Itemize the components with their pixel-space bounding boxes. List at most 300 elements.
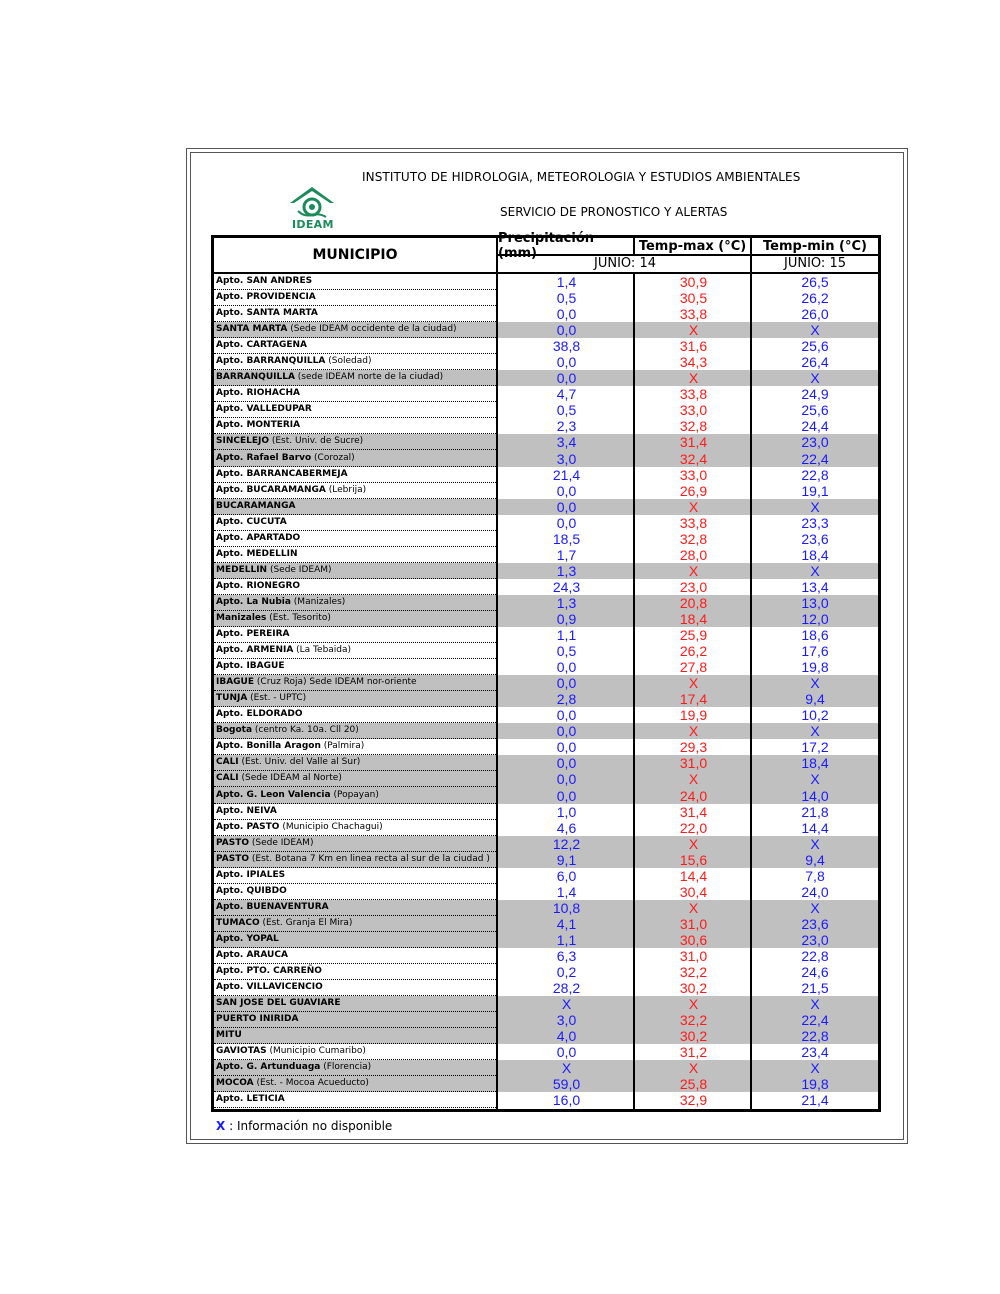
- station-name: [214, 1076, 498, 1092]
- temp-min-value: 18,6: [801, 627, 829, 644]
- temp-max-value: 26,2: [679, 643, 708, 660]
- temp-min-value: 13,0: [801, 594, 829, 611]
- precip-value: 24,3: [552, 578, 581, 595]
- temp-min-value: X: [810, 675, 820, 692]
- temp-max-value: X: [688, 370, 699, 387]
- temp-min-value: X: [810, 562, 820, 579]
- precip-value: 3,0: [556, 1012, 577, 1029]
- table-row: [214, 531, 878, 547]
- station-name-bold: Manizales: [216, 612, 267, 623]
- temp-min-value: X: [810, 1060, 820, 1077]
- station-name-bold: Apto. IBAGUE: [216, 661, 285, 672]
- table-row: [214, 643, 878, 659]
- station-name-bold: Apto. SANTA MARTA: [216, 308, 318, 319]
- station-name: [214, 467, 498, 483]
- table-row: [214, 1028, 878, 1044]
- precip-value: 0,0: [556, 755, 577, 772]
- station-name: [214, 499, 498, 515]
- precip-value: 4,1: [556, 915, 577, 932]
- table-row: [214, 948, 878, 964]
- temp-max-value: X: [688, 899, 699, 916]
- temp-min-value: 26,5: [801, 274, 829, 290]
- station-name-bold: GAVIOTAS: [216, 1046, 267, 1057]
- temp-min-value: X: [810, 835, 820, 852]
- col-precipitacion: Precipitación (mm): [498, 238, 635, 256]
- precip-value: 18,5: [552, 530, 581, 547]
- station-name: [214, 916, 498, 932]
- station-name: [214, 884, 498, 900]
- table-row: [214, 659, 878, 675]
- station-name: [214, 755, 498, 771]
- table-row: [214, 627, 878, 643]
- station-name: [214, 707, 498, 723]
- station-name: [214, 386, 498, 402]
- station-name: [214, 739, 498, 755]
- precip-value: 59,0: [552, 1076, 581, 1093]
- temp-max-value: 33,8: [679, 514, 708, 531]
- temp-min-value: 13,4: [801, 578, 829, 595]
- precip-value: 0,5: [556, 643, 577, 660]
- precip-value: 0,0: [556, 306, 577, 323]
- precip-value: 0,0: [556, 514, 577, 531]
- precip-value: 0,0: [556, 675, 577, 692]
- station-name: [214, 1012, 498, 1028]
- forecast-table: [211, 231, 881, 1112]
- station-name-detail: (Est. Univ. de Sucre): [269, 436, 364, 447]
- legend: [216, 1119, 392, 1133]
- station-name-bold: MITU: [216, 1030, 242, 1041]
- col-divider: [633, 274, 635, 1109]
- temp-min-value: 19,8: [801, 1076, 829, 1093]
- station-name-bold: Apto. BUENAVENTURA: [216, 901, 329, 912]
- station-name-bold: Apto. BARRANQUILLA: [216, 356, 326, 367]
- table-row: [214, 820, 878, 836]
- precip-value: 1,3: [556, 594, 577, 611]
- station-name: [214, 531, 498, 547]
- station-name-detail: (Palmira): [320, 741, 365, 752]
- station-name: [214, 691, 498, 707]
- station-name-detail: (Est. - UPTC): [247, 693, 307, 704]
- station-name-bold: Apto. RIONEGRO: [216, 580, 301, 591]
- table-row: [214, 402, 878, 418]
- temp-max-value: 31,4: [679, 803, 708, 820]
- precip-value: 4,7: [556, 386, 577, 403]
- station-name-detail: (Est. Granja El Mira): [259, 917, 353, 928]
- precip-value: X: [561, 1060, 572, 1077]
- station-name-bold: CALI: [216, 773, 239, 784]
- table-body: [214, 274, 878, 1108]
- temp-min-value: 21,8: [801, 803, 829, 820]
- table-row: [214, 804, 878, 820]
- precip-value: 0,0: [556, 482, 577, 499]
- station-name-detail: (Municipio Chachagui): [279, 821, 383, 832]
- temp-max-value: 30,2: [679, 1028, 708, 1045]
- temp-min-value: 22,4: [801, 450, 829, 467]
- precip-value: 6,0: [556, 867, 577, 884]
- table-row: [214, 274, 878, 290]
- station-name: [214, 1060, 498, 1076]
- table-row: [214, 386, 878, 402]
- temp-max-value: 23,0: [679, 578, 708, 595]
- station-name: [214, 932, 498, 948]
- temp-min-value: 25,6: [801, 402, 829, 419]
- temp-max-value: 31,2: [679, 1044, 708, 1061]
- station-name: [214, 900, 498, 916]
- table-row: [214, 723, 878, 739]
- temp-max-value: 33,8: [679, 386, 708, 403]
- temp-max-value: 31,0: [679, 755, 708, 772]
- station-name-bold: PUERTO INIRIDA: [216, 1014, 299, 1025]
- temp-max-value: X: [688, 562, 699, 579]
- precip-value: 0,0: [556, 659, 577, 676]
- station-name: [214, 723, 498, 739]
- station-name: [214, 370, 498, 386]
- temp-max-value: 32,4: [679, 450, 708, 467]
- temp-min-value: 22,8: [801, 947, 829, 964]
- temp-max-value: 20,8: [679, 594, 708, 611]
- station-name-bold: Apto. RIOHACHA: [216, 388, 300, 399]
- station-name: [214, 836, 498, 852]
- station-name: [214, 1028, 498, 1044]
- precip-value: 1,4: [556, 274, 577, 290]
- precip-value: 0,0: [556, 723, 577, 740]
- temp-max-value: 27,8: [679, 659, 708, 676]
- table-row: [214, 884, 878, 900]
- temp-min-value: 23,3: [801, 514, 829, 531]
- temp-max-value: 32,2: [679, 964, 708, 981]
- precip-value: 1,4: [556, 883, 577, 900]
- temp-max-value: X: [688, 498, 699, 515]
- table-row: [214, 579, 878, 595]
- temp-max-value: 32,8: [679, 530, 708, 547]
- station-name-bold: Apto. VILLAVICENCIO: [216, 982, 323, 993]
- precip-value: 0,5: [556, 290, 577, 307]
- station-name-bold: Apto. QUIBDO: [216, 885, 287, 896]
- temp-min-value: 24,6: [801, 964, 829, 981]
- table-row: [214, 322, 878, 338]
- table-row: [214, 755, 878, 771]
- temp-min-value: 26,2: [801, 290, 829, 307]
- precip-value: 4,0: [556, 1028, 577, 1045]
- precip-value: 1,3: [556, 562, 577, 579]
- station-name-bold: Apto. APARTADO: [216, 532, 301, 543]
- temp-min-value: 7,8: [805, 867, 825, 884]
- temp-min-value: X: [810, 996, 820, 1013]
- col-temp-min: Temp-min (°C): [752, 238, 878, 256]
- temp-max-value: 30,2: [679, 980, 708, 997]
- station-name: [214, 274, 498, 290]
- temp-max-value: 25,8: [679, 1076, 708, 1093]
- temp-min-value: 21,4: [801, 1092, 829, 1109]
- temp-max-value: 26,9: [679, 482, 708, 499]
- station-name: [214, 996, 498, 1012]
- temp-min-value: 21,5: [801, 980, 829, 997]
- station-name-detail: (Sede IDEAM al Norte): [238, 773, 342, 784]
- station-name: [214, 868, 498, 884]
- temp-max-value: 14,4: [679, 867, 708, 884]
- temp-min-value: 23,6: [801, 915, 829, 932]
- station-name: [214, 483, 498, 499]
- temp-max-value: X: [688, 675, 699, 692]
- station-name-bold: PASTO: [216, 837, 250, 848]
- logo-text: IDEAM: [292, 218, 334, 231]
- station-name-detail: (Cruz Roja) Sede IDEAM nor-oriente: [254, 677, 417, 688]
- table-row: [214, 290, 878, 306]
- station-name: [214, 515, 498, 531]
- table-row: [214, 354, 878, 370]
- precip-value: 6,3: [556, 947, 577, 964]
- col-divider: [750, 274, 752, 1109]
- temp-max-value: X: [688, 996, 699, 1013]
- station-name-detail: (centro Ka. 10a. Cll 20): [252, 725, 359, 736]
- temp-min-value: 23,6: [801, 530, 829, 547]
- station-name-bold: Apto. BUCARAMANGA: [216, 484, 326, 495]
- table-row: [214, 611, 878, 627]
- temp-max-value: 30,4: [679, 883, 708, 900]
- station-name-detail: (Municipio Cumaribo): [266, 1046, 366, 1057]
- precip-value: 10,8: [552, 899, 581, 916]
- precip-value: 0,0: [556, 771, 577, 788]
- table-row: [214, 788, 878, 804]
- precip-value: 0,0: [556, 370, 577, 387]
- institute-title: INSTITUTO DE HIDROLOGIA, METEOROLOGIA Y ESTUDIOS AMBIENTALES: [362, 170, 801, 184]
- temp-min-value: 23,4: [801, 1044, 829, 1061]
- temp-min-value: X: [810, 899, 820, 916]
- temp-max-value: 33,0: [679, 466, 708, 483]
- table-row: [214, 467, 878, 483]
- station-name-bold: Apto. ARAUCA: [216, 949, 288, 960]
- table-row: [214, 900, 878, 916]
- temp-max-value: X: [688, 322, 699, 339]
- table-header: [214, 231, 878, 274]
- precip-value: 0,0: [556, 787, 577, 804]
- table-row: [214, 451, 878, 467]
- table-row: [214, 771, 878, 787]
- station-name-bold: Apto. SAN ANDRES: [216, 276, 313, 286]
- temp-min-value: 18,4: [801, 755, 829, 772]
- temp-min-value: 18,4: [801, 546, 829, 563]
- temp-min-value: 17,6: [801, 643, 829, 660]
- precip-value: 0,0: [556, 1044, 577, 1061]
- station-name: [214, 659, 498, 675]
- temp-min-value: 24,9: [801, 386, 829, 403]
- temp-max-value: 31,0: [679, 947, 708, 964]
- station-name-detail: (Est. Botana 7 Km en linea recta al sur de la ciudad ): [249, 853, 490, 864]
- table-row: [214, 499, 878, 515]
- temp-max-value: 22,0: [679, 819, 708, 836]
- precip-value: 21,4: [552, 466, 581, 483]
- station-name: [214, 595, 498, 611]
- table-row: [214, 707, 878, 723]
- station-name-detail: (Soledad): [325, 356, 372, 367]
- station-name: [214, 980, 498, 996]
- table-row: [214, 996, 878, 1012]
- station-name-bold: Apto. PROVIDENCIA: [216, 292, 316, 303]
- station-name: [214, 627, 498, 643]
- precip-value: 2,8: [556, 691, 577, 708]
- temp-min-value: 22,8: [801, 466, 829, 483]
- temp-min-value: 26,4: [801, 354, 829, 371]
- table-row: [214, 836, 878, 852]
- table-row: [214, 563, 878, 579]
- table-row: [214, 916, 878, 932]
- col-municipio: MUNICIPIO: [214, 238, 498, 272]
- station-name-detail: (Est. Tesorito): [266, 612, 331, 623]
- precip-value: 0,5: [556, 402, 577, 419]
- station-name: [214, 804, 498, 820]
- temp-min-value: 22,4: [801, 1012, 829, 1029]
- station-name-bold: Apto. IPIALES: [216, 869, 286, 880]
- table-row: [214, 932, 878, 948]
- temp-min-value: X: [810, 723, 820, 740]
- station-name-bold: Apto. La Nubia: [216, 596, 291, 607]
- table-row: [214, 868, 878, 884]
- temp-max-value: 33,0: [679, 402, 708, 419]
- station-name-detail: (Sede IDEAM occidente de la ciudad): [287, 324, 457, 335]
- temp-max-value: 24,0: [679, 787, 708, 804]
- precip-value: 3,0: [556, 450, 577, 467]
- precip-value: 0,0: [556, 707, 577, 724]
- station-name: [214, 1092, 498, 1108]
- station-name-bold: Apto. PTO. CARREÑO: [216, 966, 322, 977]
- table-row: [214, 483, 878, 499]
- station-name-bold: Apto. Bonilla Aragon: [216, 741, 321, 752]
- station-name-bold: Apto. VALLEDUPAR: [216, 404, 312, 415]
- precip-value: 3,4: [556, 434, 577, 451]
- temp-min-value: 9,4: [805, 851, 825, 868]
- station-name-bold: Apto. G. Leon Valencia: [216, 789, 331, 800]
- precip-value: 9,1: [556, 851, 577, 868]
- station-name-bold: Apto. LETICIA: [216, 1094, 285, 1105]
- precip-value: 12,2: [552, 835, 581, 852]
- temp-max-value: 15,6: [679, 851, 708, 868]
- precip-value: 38,8: [552, 338, 581, 355]
- station-name-detail: (Popayan): [330, 789, 379, 800]
- station-name-bold: Bogota: [216, 725, 253, 736]
- temp-max-value: 31,0: [679, 915, 708, 932]
- station-name-detail: (Sede IDEAM): [249, 837, 314, 848]
- temp-max-value: 30,9: [679, 274, 708, 290]
- station-name-bold: MEDELLIN: [216, 564, 268, 575]
- table-row: [214, 1076, 878, 1092]
- station-name: [214, 290, 498, 306]
- temp-max-value: 32,2: [679, 1012, 708, 1029]
- table-row: [214, 980, 878, 996]
- temp-min-value: 19,8: [801, 659, 829, 676]
- temp-max-value: 25,9: [679, 627, 708, 644]
- col-divider: [496, 274, 498, 1109]
- table-row: [214, 338, 878, 354]
- station-name-bold: BUCARAMANGA: [216, 500, 296, 511]
- station-name-detail: (Est. Univ. del Valle al Sur): [238, 757, 361, 768]
- station-name-bold: Apto. CARTAGENA: [216, 340, 307, 351]
- table-row: [214, 515, 878, 531]
- table-row: [214, 964, 878, 980]
- station-name: [214, 675, 498, 691]
- precip-value: 0,0: [556, 498, 577, 515]
- temp-max-value: 29,3: [679, 739, 708, 756]
- temp-min-value: X: [810, 370, 820, 387]
- temp-min-value: 14,0: [801, 787, 829, 804]
- station-name-bold: MOCOA: [216, 1078, 254, 1089]
- station-name: [214, 338, 498, 354]
- station-name-bold: SAN JOSE DEL GUAVIARE: [216, 998, 341, 1009]
- precip-value: 1,1: [556, 931, 577, 948]
- station-name: [214, 948, 498, 964]
- table-row: [214, 691, 878, 707]
- temp-min-value: 14,4: [801, 819, 829, 836]
- temp-max-value: 32,9: [679, 1092, 708, 1109]
- temp-min-value: 23,0: [801, 931, 829, 948]
- table-row: [214, 1092, 878, 1108]
- station-name: [214, 563, 498, 579]
- precip-value: 0,9: [556, 610, 577, 627]
- station-name-bold: TUMACO: [216, 917, 260, 928]
- table-row: [214, 1060, 878, 1076]
- temp-max-value: 32,8: [679, 418, 708, 435]
- station-name-bold: IBAGUE: [216, 677, 255, 688]
- table-row: [214, 1012, 878, 1028]
- temp-max-value: 31,6: [679, 338, 708, 355]
- station-name-bold: SANTA MARTA: [216, 324, 288, 335]
- temp-min-value: 23,0: [801, 434, 829, 451]
- temp-min-value: 25,6: [801, 338, 829, 355]
- precip-value: 2,3: [556, 418, 577, 435]
- table-row: [214, 739, 878, 755]
- precip-value: 28,2: [552, 980, 581, 997]
- station-name: [214, 579, 498, 595]
- station-name-bold: Apto. PEREIRA: [216, 629, 290, 640]
- station-name-bold: Apto. ELDORADO: [216, 709, 303, 720]
- station-name: [214, 434, 498, 450]
- station-name: [214, 322, 498, 338]
- col-temp-max: Temp-max (°C): [635, 238, 752, 256]
- precip-value: 0,0: [556, 354, 577, 371]
- precip-value: 1,7: [556, 546, 577, 563]
- temp-min-value: 9,4: [805, 691, 825, 708]
- station-name-detail: (La Tebaida): [293, 645, 352, 656]
- station-name: [214, 788, 498, 804]
- table-row: [214, 1044, 878, 1060]
- table-row: [214, 418, 878, 434]
- station-name-detail: (Manizales): [290, 596, 346, 607]
- station-name-detail: (Corozal): [311, 452, 355, 463]
- station-name-bold: Apto. YOPAL: [216, 933, 279, 944]
- station-name-detail: (Florencia): [320, 1062, 372, 1073]
- station-name: [214, 547, 498, 563]
- station-name-detail: (Sede IDEAM): [267, 564, 332, 575]
- station-name-bold: Apto. MONTERIA: [216, 420, 301, 431]
- temp-min-value: 12,0: [801, 610, 829, 627]
- temp-min-value: X: [810, 498, 820, 515]
- temp-max-value: 28,0: [679, 546, 708, 563]
- precip-value: 1,0: [556, 803, 577, 820]
- table-row: [214, 595, 878, 611]
- temp-max-value: X: [688, 835, 699, 852]
- station-name: [214, 1044, 498, 1060]
- temp-max-value: X: [688, 723, 699, 740]
- table-row: [214, 675, 878, 691]
- table-row: [214, 306, 878, 322]
- temp-min-value: X: [810, 322, 820, 339]
- temp-max-value: X: [688, 1060, 699, 1077]
- station-name: [214, 354, 498, 370]
- table-row: [214, 852, 878, 868]
- station-name-bold: CALI: [216, 757, 239, 768]
- precip-value: 0,0: [556, 739, 577, 756]
- temp-max-value: 17,4: [679, 691, 708, 708]
- station-name-detail: (sede IDEAM norte de la ciudad): [294, 372, 444, 383]
